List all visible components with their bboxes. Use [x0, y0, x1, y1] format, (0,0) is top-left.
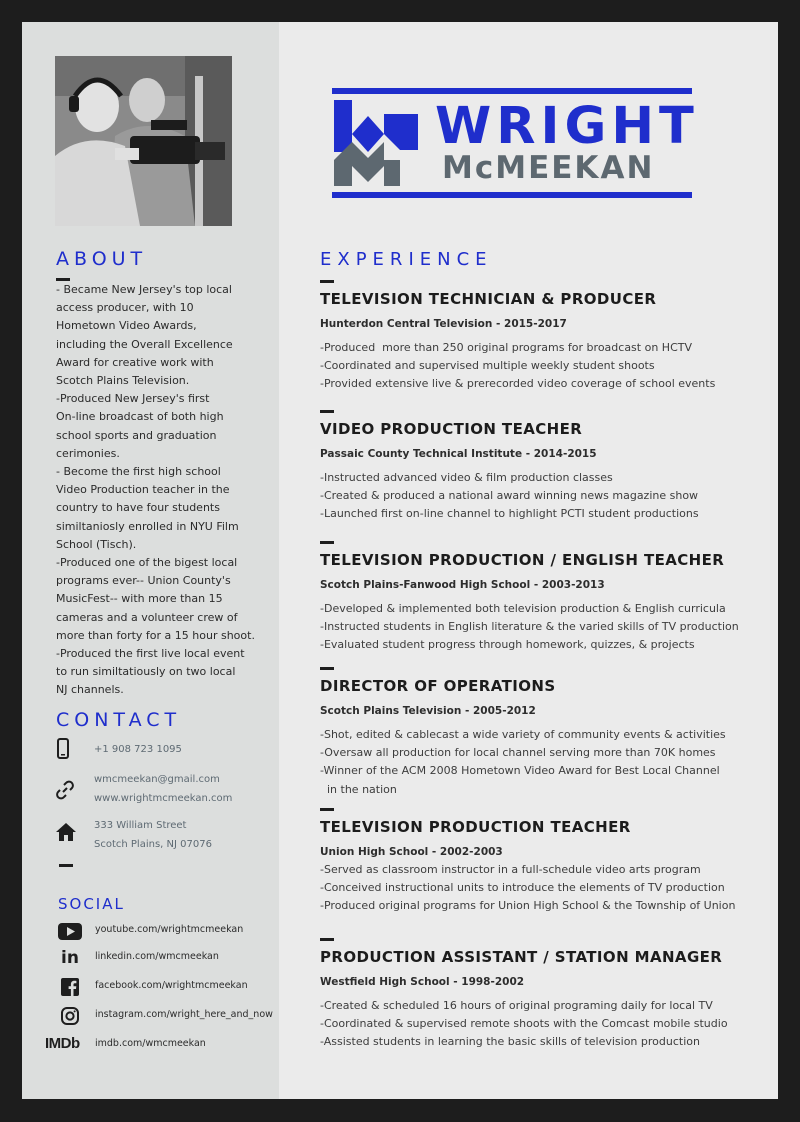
job-title: PRODUCTION ASSISTANT / STATION MANAGER — [320, 948, 723, 966]
job-duty: -Evaluated student progress through homework, quizzes, & projects — [320, 638, 695, 652]
about-line: similtaniosly enrolled in NYU Film — [56, 519, 239, 533]
phone-icon — [57, 738, 69, 764]
about-line: programs ever-- Union County's — [56, 574, 231, 588]
job-organization: Hunterdon Central Television - 2015-2017 — [320, 318, 567, 330]
social-youtube-link[interactable]: youtube.com/wrightmcmeekan — [95, 924, 244, 935]
about-line: school sports and graduation — [56, 428, 217, 442]
job-divider — [320, 280, 334, 283]
job-organization: Scotch Plains-Fanwood High School - 2003-2013 — [320, 579, 605, 591]
about-line: -Produced New Jersey's first — [56, 392, 210, 406]
social-linkedin-link[interactable]: linkedin.com/wmcmeekan — [95, 951, 219, 962]
job-duties — [320, 339, 715, 394]
job-duty: -Instructed advanced video & film production classes — [320, 471, 613, 484]
about-line: - Become the first high school — [56, 465, 221, 479]
about-line: cerimonies. — [56, 446, 120, 460]
job-duty: -Coordinated and supervised multiple weekly student shoots — [320, 359, 655, 373]
about-line: -Produced the first live local event — [56, 647, 245, 661]
job-title: TELEVISION PRODUCTION TEACHER — [320, 818, 631, 836]
job-title: TELEVISION PRODUCTION / ENGLISH TEACHER — [320, 551, 725, 569]
job-divider — [320, 541, 334, 544]
job-duty: -Produced more than 250 original programs for broadcast on HCTV — [320, 341, 692, 354]
instagram-icon — [58, 1006, 82, 1026]
contact-links-row — [55, 770, 270, 810]
job-duty: -Launched first on-line channel to highlight PCTI student productions — [320, 507, 699, 521]
job-divider — [320, 667, 334, 670]
job-divider — [320, 808, 334, 811]
logo-first-name: WRIGHT — [435, 97, 699, 156]
job-duty: -Provided extensive live & prerecorded video coverage of school events — [320, 377, 716, 391]
job-duty: -Shot, edited & cablecast a wide variety of community events & activities — [320, 728, 726, 741]
job-divider — [320, 410, 334, 413]
about-line: Video Production teacher in the — [56, 483, 230, 497]
job-duty: -Conceived instructional units to introduce the elements of TV production — [320, 881, 725, 895]
social-facebook-link[interactable]: facebook.com/wrightmcmeekan — [95, 980, 248, 991]
job-duty: in the nation — [320, 782, 397, 796]
home-icon — [55, 822, 77, 847]
resume-page — [22, 22, 778, 1099]
job-duty: -Produced original programs for Union High School & the Township of Union — [320, 899, 736, 913]
contact-address-line1: 333 William Street — [94, 820, 187, 831]
name-logo — [332, 88, 699, 204]
contact-email[interactable]: wmcmeekan@gmail.com — [94, 774, 220, 785]
social-heading: SOCIAL — [58, 895, 125, 913]
about-line: On-line broadcast of both high — [56, 410, 224, 424]
job-title: DIRECTOR OF OPERATIONS — [320, 677, 556, 695]
job-duty: -Winner of the ACM 2008 Hometown Video Award for Best Local Channel — [320, 764, 720, 778]
logo-last-name: McMEEKAN — [442, 150, 655, 186]
wm-monogram-icon — [334, 100, 418, 186]
about-heading: ABOUT — [56, 248, 148, 270]
job-title: TELEVISION TECHNICIAN & PRODUCER — [320, 290, 657, 308]
about-line: more than forty for a 15 hour shoot. — [56, 628, 255, 642]
about-line: - Became New Jersey's top local — [56, 283, 232, 296]
contact-phone[interactable]: +1 908 723 1095 — [94, 744, 182, 755]
about-line: Award for creative work with — [56, 355, 214, 369]
about-line: NJ channels. — [56, 683, 124, 697]
about-line: access producer, with 10 — [56, 301, 194, 315]
contact-address-row — [55, 816, 270, 856]
profile-photo — [55, 56, 232, 226]
job-duty: -Assisted students in learning the basic skills of television production — [320, 1035, 700, 1049]
contact-heading: CONTACT — [56, 709, 182, 731]
about-line: School (Tisch). — [56, 537, 137, 551]
job-title: VIDEO PRODUCTION TEACHER — [320, 420, 583, 438]
logo-top-rule — [332, 88, 692, 94]
contact-phone-row — [55, 738, 270, 760]
about-line: -Produced one of the bigest local — [56, 556, 238, 570]
experience-heading: EXPERIENCE — [320, 249, 493, 270]
job-duty: -Created & produced a national award winning news magazine show — [320, 489, 699, 503]
contact-address-line2: Scotch Plains, NJ 07076 — [94, 839, 212, 850]
imdb-icon: IMDb — [45, 1035, 80, 1052]
social-instagram-link[interactable]: instagram.com/wright_here_and_now — [95, 1009, 273, 1020]
facebook-icon — [58, 977, 82, 997]
job-divider — [320, 938, 334, 941]
contact-website[interactable]: www.wrightmcmeekan.com — [94, 793, 233, 804]
job-duties — [320, 861, 735, 916]
social-imdb-link[interactable]: imdb.com/wmcmeekan — [95, 1038, 206, 1049]
about-line: Scotch Plains Television. — [56, 374, 190, 388]
contact-divider — [59, 864, 73, 867]
link-icon — [55, 780, 75, 805]
sidebar — [22, 22, 279, 1099]
about-line: to run similtatiously on two local — [56, 665, 236, 679]
logo-bottom-rule — [332, 192, 692, 198]
job-duty: -Instructed students in English literature & the varied skills of TV production — [320, 620, 739, 634]
linkedin-icon: in — [61, 948, 79, 968]
job-duty: -Created & scheduled 16 hours of original programing daily for local TV — [320, 999, 713, 1012]
job-organization: Passaic County Technical Institute - 2014-2015 — [320, 448, 597, 460]
job-organization: Scotch Plains Television - 2005-2012 — [320, 705, 536, 717]
job-duties — [320, 600, 739, 655]
about-text — [56, 281, 256, 700]
job-duty: -Developed & implemented both television production & English curricula — [320, 602, 726, 615]
job-organization: Union High School - 2002-2003 — [320, 846, 503, 858]
job-organization: Westfield High School - 1998-2002 — [320, 976, 525, 988]
job-duty: -Coordinated & supervised remote shoots with the Comcast mobile studio — [320, 1017, 728, 1031]
about-line: Hometown Video Awards, — [56, 319, 197, 333]
job-duty: -Served as classroom instructor in a full-schedule video arts program — [320, 863, 701, 876]
job-duties — [320, 726, 726, 799]
about-line: country to have four students — [56, 501, 220, 515]
about-line: cameras and a volunteer crew of — [56, 610, 238, 624]
about-line: MusicFest-- with more than 15 — [56, 592, 223, 606]
job-duty: -Oversaw all production for local channel serving more than 70K homes — [320, 746, 716, 760]
job-duties — [320, 997, 728, 1052]
youtube-icon — [58, 921, 82, 941]
job-duties — [320, 469, 699, 524]
about-line: including the Overall Excellence — [56, 337, 233, 351]
